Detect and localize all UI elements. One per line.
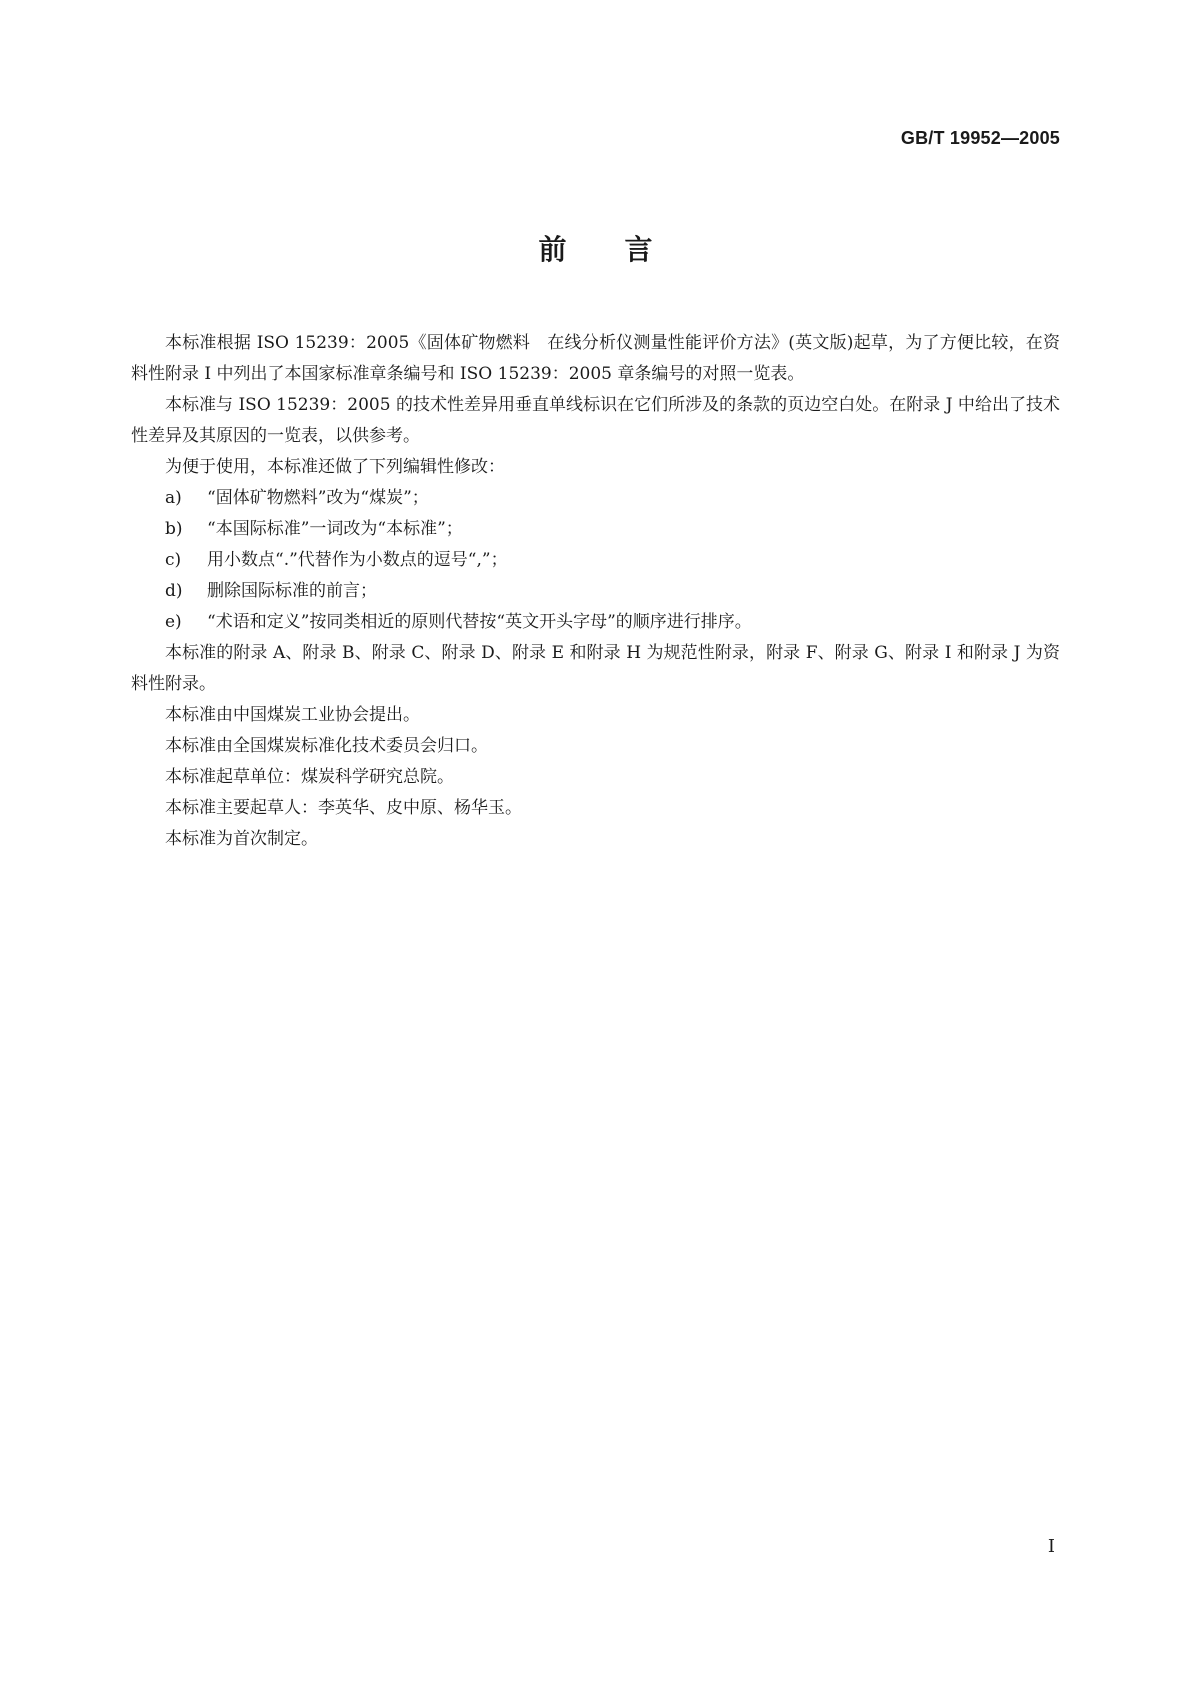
title-char-2: 言 xyxy=(624,233,653,266)
paragraph: 本标准为首次制定。 xyxy=(165,829,318,849)
standard-code: GB/T 19952—2005 xyxy=(900,128,1060,148)
list-text: “术语和定义”按同类相近的原则代替按“英文开头字母”的顺序进行排序。 xyxy=(207,612,752,632)
paragraph: 本标准由全国煤炭标准化技术委员会归口。 xyxy=(165,736,488,756)
list-item xyxy=(131,483,1060,514)
foreword-body xyxy=(131,328,1060,855)
paragraph: 为便于使用，本标准还做了下列编辑性修改： xyxy=(165,457,505,477)
list-marker: e) xyxy=(165,612,182,632)
paragraph: 本标准根据 ISO 15239：2005《固体矿物燃料 在线分析仪测量性能评价方法》(英文版)起草，为了方便比较，在资料性附录 I 中列出了本国家标准章条编号和 ISO 15239：2005 章条编号的对照一览表。 xyxy=(131,333,1060,384)
paragraph: 本标准主要起草人：李英华、皮中原、杨华玉。 xyxy=(165,798,522,818)
list-text: 删除国际标准的前言； xyxy=(207,581,377,601)
page-title xyxy=(0,228,1191,268)
list-item xyxy=(131,607,1060,638)
list-marker: c) xyxy=(165,550,182,570)
paragraph: 本标准与 ISO 15239：2005 的技术性差异用垂直单线标识在它们所涉及的条款的页边空白处。在附录 J 中给出了技术性差异及其原因的一览表，以供参考。 xyxy=(131,395,1060,446)
list-text: “固体矿物燃料”改为“煤炭”； xyxy=(207,488,429,508)
title-char-1: 前 xyxy=(538,233,567,266)
list-item xyxy=(131,576,1060,607)
list-item xyxy=(131,514,1060,545)
list-marker: a) xyxy=(165,488,182,508)
list-marker: b) xyxy=(165,519,183,539)
list-item xyxy=(131,545,1060,576)
paragraph: 本标准的附录 A、附录 B、附录 C、附录 D、附录 E 和附录 H 为规范性附录，附录 F、附录 G、附录 I 和附录 J 为资料性附录。 xyxy=(131,643,1060,694)
list-marker: d) xyxy=(165,581,183,601)
list-text: “本国际标准”一词改为“本标准”； xyxy=(207,519,463,539)
paragraph: 本标准起草单位：煤炭科学研究总院。 xyxy=(165,767,454,787)
page-number: I xyxy=(1047,1536,1055,1557)
list-text: 用小数点“.”代替作为小数点的逗号“,”； xyxy=(207,550,508,570)
paragraph: 本标准由中国煤炭工业协会提出。 xyxy=(165,705,420,725)
